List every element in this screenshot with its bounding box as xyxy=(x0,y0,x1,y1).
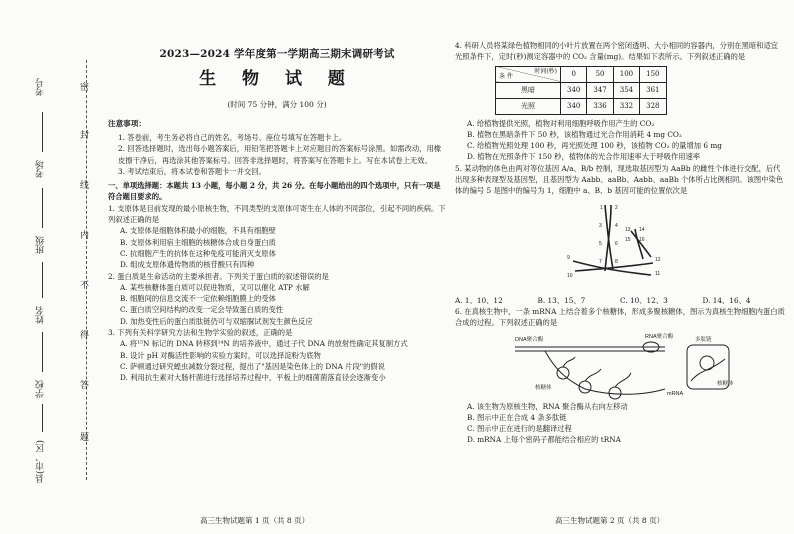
chromosome-label: 16 xyxy=(639,236,645,243)
table-cell: 340 xyxy=(561,82,587,98)
table-cell: 340 xyxy=(561,98,587,114)
time-info: (时间 75 分钟，满分 100 分) xyxy=(227,99,327,109)
ribosome xyxy=(557,367,569,379)
question-option: A. 1、10、12 xyxy=(455,295,503,305)
table-row xyxy=(496,82,667,98)
question-option: D. 组成支原体遗传物质的核苷酸只有四种 xyxy=(120,260,255,270)
subject-title: 生 物 试 题 xyxy=(199,69,355,90)
seal-word: 密 xyxy=(80,83,90,93)
question-stem: 3. 下列有关科学研究方法和生物学实验的叙述，正确的是 xyxy=(108,328,293,338)
co2-table xyxy=(495,66,667,115)
question-option: C. 萨顿通过研究蝗虫减数分裂过程，提出了"基因是染色体上的 DNA 片段"的假说 xyxy=(120,361,386,371)
question-option: C. 图示中正在进行的是翻译过程 xyxy=(467,424,572,434)
binding-label-room: 考场 xyxy=(36,160,46,178)
table-header-cell: 50 xyxy=(587,66,613,82)
ribosome-detail xyxy=(700,356,714,370)
figure-label: 核糖体 xyxy=(717,380,734,387)
chromosome-label: 10 xyxy=(567,272,573,279)
table-cell: 328 xyxy=(640,98,666,114)
seal-word: 得 xyxy=(80,331,90,341)
seal-word: 内 xyxy=(80,231,90,241)
question-option: A. 将¹⁵N 标记的 DNA 转移到¹⁴N 的培养液中，通过子代 DNA 的放射性确定其复制方式 xyxy=(120,339,408,349)
table-cell: 361 xyxy=(640,82,666,98)
question-option: C. 抗细胞产生的抗体在这种免疫可能消灭支原体 xyxy=(120,248,276,258)
chromosome-label: 6 xyxy=(615,240,618,247)
ribosome xyxy=(609,387,621,399)
question-option: D. 植物在光照条件下 150 秒，植物体的光合作用速率大于呼吸作用速率 xyxy=(467,152,701,162)
polypeptide xyxy=(585,369,601,381)
mrna-strand xyxy=(545,351,665,394)
polypeptide xyxy=(563,357,575,367)
table-row-label: 光照 xyxy=(496,98,561,114)
question-stem: 4. 科研人员将某绿色植物相同的小叶片放置在两个密闭透明、大小相同的容器内，分别在黑暗和适宜光照条件下，定时(秒)测定容器中的 CO₂ 含量(mg)。结果如下表所示。下列叙述正确的是 xyxy=(455,41,779,62)
table-cell: 347 xyxy=(587,82,613,98)
question-option: B. 设计 pH 对酶活性影响的实验方案时，可以选择淀粉为底物 xyxy=(120,350,321,360)
notice-heading: 注意事项： xyxy=(108,119,146,129)
question-option: B. 细胞间的信息交流不一定依赖细胞膜上的受体 xyxy=(120,294,276,304)
table-corner: 时间(秒) 条 件 xyxy=(496,66,561,82)
chromosome-label: 1 xyxy=(600,204,603,211)
figure-label: mRNA xyxy=(667,390,684,397)
seal-word: 题 xyxy=(80,433,90,443)
question-option: D. 加热变性后的蛋白质肽链仍可与双缩脲试剂发生颜色反应 xyxy=(120,316,313,326)
figure-label: 多肽链 xyxy=(695,336,712,343)
chromosome-label: 8 xyxy=(615,258,618,265)
seal-word: 不 xyxy=(80,281,90,291)
left-page xyxy=(108,46,446,384)
binding-margin xyxy=(0,0,100,534)
chromosome-label: 5 xyxy=(599,240,602,247)
seal-word: 线 xyxy=(80,181,90,191)
table-cell: 354 xyxy=(613,82,639,98)
chromosome-label: 11 xyxy=(655,270,661,277)
seal-line xyxy=(86,60,87,480)
binding-line xyxy=(42,404,43,432)
question-option: C. 给植物光照处理 100 秒，再光照处理 100 秒，该植物 CO₂ 的量增加 6 mg xyxy=(467,141,722,151)
chromosome-label: 7 xyxy=(599,258,602,265)
chromosome-label: 15 xyxy=(625,236,631,243)
binding-line xyxy=(42,262,43,298)
figure-label: RNA聚合酶 xyxy=(645,333,674,340)
binding-label-class: 班级 xyxy=(36,236,46,254)
binding-line xyxy=(42,332,43,372)
notice-item: 1. 答卷前，考生务必将自己的姓名、考场号、座位号填写在答题卡上。 xyxy=(118,133,347,142)
notice-item: 2. 回答选择题时，选出每小题答案后，用铅笔把答题卡上对应题目的答案标号涂黑。如需改动，用橡皮擦干净后，再选涂其他答案标号。回答非选择题时，将答案写在答题卡上。写在本试卷上无效。 xyxy=(118,144,442,165)
binding-label-exam-no: 考号 xyxy=(36,78,46,96)
question-option: C. 蛋白质空间结构的改变一定会导致蛋白质的变性 xyxy=(120,305,284,315)
question-option: A. 某些核糖体蛋白质可以促进物质，又可以催化 ATP 水解 xyxy=(120,282,310,292)
figure-label: 核糖体 xyxy=(535,384,552,391)
question-stem: 2. 蛋白质是生命活动的主要承担者。下列关于蛋白质的叙述错误的是 xyxy=(108,271,329,281)
table-cell: 336 xyxy=(587,98,613,114)
table-cell: 332 xyxy=(613,98,639,114)
chromosome-label: 14 xyxy=(639,226,645,233)
question-option: B. 支原体利用宿主细胞的核糖体合成自身蛋白质 xyxy=(120,237,276,247)
table-header-cell: 100 xyxy=(613,66,639,82)
binding-line xyxy=(42,188,43,228)
question-stem: 1. 支原体是目前发现的最小原核生物，不同类型的支原体可寄生在人体的不同部位，引起不同的疾病。下列叙述正确的是 xyxy=(108,203,446,225)
question-option: B. 13、15、7 xyxy=(537,295,586,305)
exam-title: 2023—2024 学年度第一学期高三期末调研考试 xyxy=(159,48,395,60)
question-option: B. 图示中正在合成 4 条多肽链 xyxy=(467,412,567,422)
figure-label: DNA聚合酶 xyxy=(515,336,544,343)
chromosome-label: 12 xyxy=(655,256,661,263)
chromosome-label: 3 xyxy=(599,222,602,229)
chromosome-label: 9 xyxy=(567,254,570,261)
binding-label-school: 学校 xyxy=(36,380,46,398)
table-row xyxy=(496,98,667,114)
seal-word: 封 xyxy=(80,131,90,141)
question-option: A. 支原体是细胞体积最小的细胞，不具有细胞壁 xyxy=(120,226,276,236)
question-option: B. 植物在黑暗条件下 50 秒，该植物通过光合作用消耗 4 mg CO₂ xyxy=(467,129,682,139)
question-option: D. 14、16、4 xyxy=(702,295,751,305)
question-option: D. 利用抗生素对大肠杆菌进行选择培养过程中，平板上的细菌菌落直径会逐渐变小 xyxy=(120,373,386,383)
chromosome-label: 4 xyxy=(615,222,618,229)
question-stem: 6. 在真核生物中，一条 mRNA 上结合着多个核糖体，形成多聚核糖体，图示为真核生物细胞内蛋白质合成的过程。下列叙述正确的是 xyxy=(455,306,785,328)
binding-line xyxy=(42,112,43,152)
section-heading: 一、单项选择题：本题共 13 小题，每小题 2 分，共 26 分。在每小题给出的四个选项中，只有一项是符合题目要求的。 xyxy=(108,181,441,202)
page-footer-left: 高三生物试题第 1 页（共 8 页） xyxy=(200,516,310,525)
chromosome-label: 2 xyxy=(615,204,618,211)
binding-label-name: 姓名 xyxy=(36,306,46,324)
chromosome-figure xyxy=(455,197,785,295)
table-row-label: 黑暗 xyxy=(496,82,561,98)
question-stem: 5. 某动物的体色由两对等位基因 A/a、B/b 控制，现选取基因型为 AaBb 的雌性个体进行交配，后代出现多种表现型及基因型，且基因型为 Aabb、aaBb、Aabb、aaBb 个体所占比例相同。该图中染色体的编号 5 是图中的编号为 1，细胞中 a、B、b 基因可能的位置依次是 xyxy=(455,163,784,196)
right-page xyxy=(455,40,785,446)
question-option: A. 该生物为原核生物，RNA 聚合酶从右向左移动 xyxy=(467,401,628,411)
question-option: A. 给植物提供光照，植物对利用细胞呼吸作用产生的 CO₂ xyxy=(467,118,655,128)
table-header-cell: 150 xyxy=(640,66,666,82)
notice-item: 3. 考试结束后，将本试卷和答题卡一并交回。 xyxy=(118,166,266,176)
translation-figure xyxy=(455,329,785,401)
page-footer-right: 高三生物试题第 2 页（共 8 页） xyxy=(555,516,665,525)
seal-word: 答 xyxy=(80,381,90,391)
polypeptide xyxy=(615,373,631,387)
table-header-cell: 0 xyxy=(561,66,587,82)
question-option: D. mRNA 上每个密码子都能结合相应的 tRNA xyxy=(467,435,621,445)
answer-options xyxy=(455,295,785,306)
question-option: C. 10、12、3 xyxy=(620,295,668,305)
chromosome-label: 13 xyxy=(625,226,631,233)
binding-label-county: 县(市、区) xyxy=(36,440,46,484)
